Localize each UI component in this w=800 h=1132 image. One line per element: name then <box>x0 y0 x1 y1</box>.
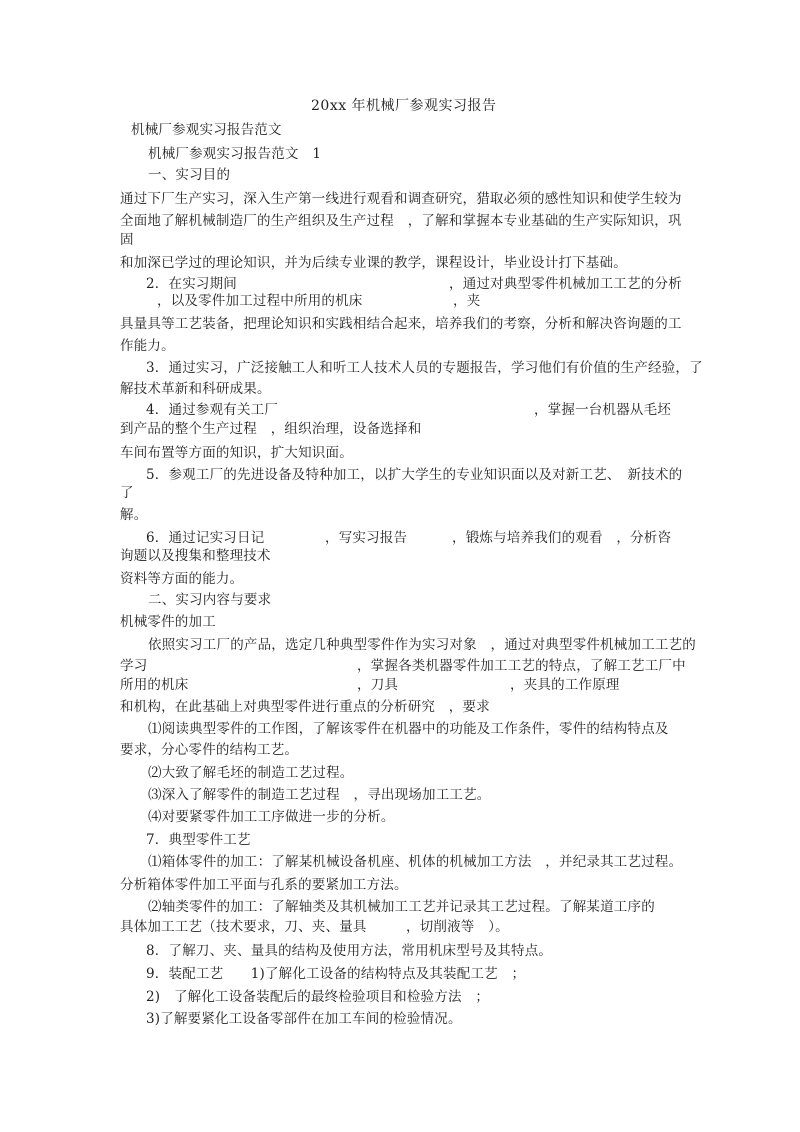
text-line: 具量具等工艺装备，把理论知识和实践相结合起来，培养我们的考察，分析和解决咨询题的工 <box>120 316 682 332</box>
text-line: 学习 <box>120 658 148 674</box>
text-line: 9．装配工艺 1)了解化工设备的结构特点及其装配工艺 ； <box>146 966 526 982</box>
text-line: 和加深已学过的理论知识，并为后续专业课的教学，课程设计，毕业设计打下基础。 <box>120 255 627 271</box>
text-line: ，夹具的工作原理 <box>510 677 620 693</box>
text-line: 8．了解刀、夹、量具的结构及使用方法，常用机床型号及其特点。 <box>146 943 553 959</box>
text-line: 5．参观工厂的先进设备及特种加工，以扩大学生的专业知识面以及对新工艺、 新技术的 <box>146 467 683 483</box>
text-line: 和机构，在此基础上对典型零件进行重点的分析研究 ，要求 <box>120 699 490 715</box>
text-line: 要求，分心零件的结构工艺。 <box>120 742 299 758</box>
text-line: ，通过对典型零件机械加工工艺的分析 <box>449 276 682 292</box>
text-line: ⑶深入了解零件的制造工艺过程 ，寻出现场加工工艺。 <box>148 787 491 803</box>
text-line: 机械零件的加工 <box>120 614 216 630</box>
text-line: 7．典型零件工艺 <box>146 832 251 848</box>
text-line: ⑵轴类零件的加工：了解轴类及其机械加工工艺并记录其工艺过程。了解某道工序的 <box>148 899 655 915</box>
text-line: 了 <box>120 485 134 501</box>
text-line: ，写实习报告 <box>325 530 408 546</box>
text-line: ，刀具 <box>357 677 399 693</box>
text-line: ⑴箱体零件的加工：了解某机械设备机座、机体的机械加工方法 ，并纪录其工艺过程。 <box>148 854 683 870</box>
text-line: ，夹 <box>453 293 481 309</box>
text-line: 通过下厂生产实习，深入生产第一线进行观看和调查研究，猎取必须的感性知识和使学生较为 <box>120 191 682 207</box>
text-line: ，切削液等 ）。 <box>406 919 509 935</box>
text-line: 具体加工工艺（技术要求，刀、夹、量具 <box>120 919 367 935</box>
text-line: 2．在实习期间 <box>146 276 237 292</box>
text-line: 到产品的整个生产过程 ，组织治理，设备选择和 <box>120 421 422 437</box>
section-heading: 二、实习内容与要求 <box>148 592 272 608</box>
text-line: 作能力。 <box>120 338 175 354</box>
text-line: ，掌握各类机器零件加工工艺的特点，了解工艺工厂中 <box>357 658 686 674</box>
text-line: ，锻炼与培养我们的观看 ，分析咨 <box>452 530 672 546</box>
text-line: 分析箱体零件加工平面与孔系的要紧加工方法。 <box>120 877 408 893</box>
text-line: 依照实习工厂的产品，选定几种典型零件作为实习对象 ，通过对典型零件机械加工工艺的 <box>148 637 696 653</box>
text-line: 机械厂参观实习报告范文 <box>131 122 282 138</box>
text-line: 固 <box>120 232 134 248</box>
text-line: 询题以及搜集和整理技术 <box>120 548 271 564</box>
text-line: 解。 <box>120 507 148 523</box>
text-line: 资料等方面的能力。 <box>120 571 244 587</box>
text-line: 车间布置等方面的知识，扩大知识面。 <box>120 445 353 461</box>
text-line: ，以及零件加工过程中所用的机床 <box>157 293 363 309</box>
text-line: 所用的机床 <box>120 677 189 693</box>
text-line: 2) 了解化工设备装配后的最终检验项目和检验方法 ； <box>146 989 490 1005</box>
text-line: 4．通过参观有关工厂 <box>146 402 279 418</box>
text-line: ⑷对要紧零件加工工序做进一步的分析。 <box>148 809 395 825</box>
document-title: 20xx 年机械厂参观实习报告 <box>311 98 497 114</box>
text-line: ⑵大致了解毛坯的制造工艺过程。 <box>148 765 354 781</box>
text-line: 6．通过记实习日记 <box>146 530 265 546</box>
text-line: 机械厂参观实习报告范文 1 <box>148 146 322 162</box>
text-line: 3)了解要紧化工设备零部件在加工车间的检验情况。 <box>146 1011 462 1027</box>
text-line: 全面地了解机械制造厂的生产组织及生产过程 ，了解和掌握本专业基础的生产实际知识，巩 <box>120 213 682 229</box>
text-line: 3．通过实习，广泛接触工人和听工人技术人员的专题报告，学习他们有价值的生产经验，了 <box>146 360 703 376</box>
text-line: 解技术革新和科研成果。 <box>120 381 271 397</box>
section-heading: 一、实习目的 <box>148 167 231 183</box>
text-line: ，掌握一台机器从毛坯 <box>534 402 671 418</box>
text-line: ⑴阅读典型零件的工作图，了解该零件在机器中的功能及工作条件，零件的结构特点及 <box>148 721 669 737</box>
